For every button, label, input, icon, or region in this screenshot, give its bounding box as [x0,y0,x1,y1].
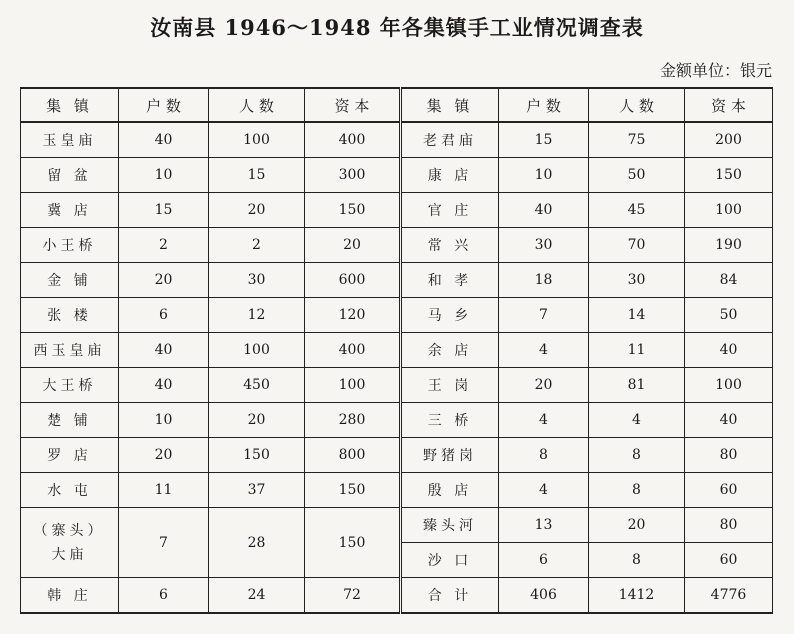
left-people-cell: 100 [209,333,305,368]
left-people-cell: 150 [209,438,305,473]
right-households-cell: 18 [499,263,589,298]
right-town-cell: 臻头河 [401,508,499,543]
left-town-cell: 张 楼 [21,298,119,333]
right-capital-cell: 100 [685,368,773,403]
right-households-cell: 406 [499,578,589,614]
right-capital-cell: 190 [685,228,773,263]
right-people-cell: 8 [589,543,685,578]
right-people-cell: 50 [589,158,685,193]
left-households-cell: 40 [119,122,209,158]
left-town-cell: 小王桥 [21,228,119,263]
right-town-cell: 官 庄 [401,193,499,228]
right-town-cell: 沙 口 [401,543,499,578]
left-capital-cell: 400 [305,122,401,158]
right-people-cell: 30 [589,263,685,298]
right-capital-cell: 80 [685,508,773,543]
right-people-cell: 8 [589,473,685,508]
left-town-line2: 大庙 [51,546,88,563]
left-people-cell: 450 [209,368,305,403]
right-town-cell: 和 孝 [401,263,499,298]
right-households-cell: 8 [499,438,589,473]
right-town-cell: 合 计 [401,578,499,614]
right-town-cell: 常 兴 [401,228,499,263]
left-households-cell: 20 [119,438,209,473]
left-town-cell [21,508,119,578]
header-town-left: 集 镇 [21,88,119,122]
right-town-cell: 余 店 [401,333,499,368]
right-people-cell: 1412 [589,578,685,614]
right-people-cell: 11 [589,333,685,368]
left-people-cell: 30 [209,263,305,298]
right-capital-cell: 4776 [685,578,773,614]
left-capital-cell: 120 [305,298,401,333]
right-town-cell: 野猪岗 [401,438,499,473]
left-town-cell: 水 屯 [21,473,119,508]
right-people-cell: 4 [589,403,685,438]
right-capital-cell: 40 [685,403,773,438]
table-row [21,193,773,228]
left-households-cell: 20 [119,263,209,298]
left-households-cell: 10 [119,158,209,193]
left-town-cell: 西玉皇庙 [21,333,119,368]
left-people-cell: 28 [209,508,305,578]
right-town-cell: 三 桥 [401,403,499,438]
left-households-cell: 6 [119,298,209,333]
right-households-cell: 13 [499,508,589,543]
left-town-cell: 玉皇庙 [21,122,119,158]
left-households-cell: 2 [119,228,209,263]
header-capital-left: 资 本 [305,88,401,122]
header-row [21,88,773,122]
left-capital-cell: 150 [305,193,401,228]
right-capital-cell: 80 [685,438,773,473]
left-town-cell: 韩 庄 [21,578,119,614]
table-row [21,473,773,508]
left-capital-cell: 400 [305,333,401,368]
table-row [21,368,773,403]
right-households-cell: 4 [499,333,589,368]
right-people-cell: 8 [589,438,685,473]
left-town-cell: 大王桥 [21,368,119,403]
right-town-cell: 王 岗 [401,368,499,403]
header-people-left: 人 数 [209,88,305,122]
table-row [21,578,773,614]
right-households-cell: 7 [499,298,589,333]
right-households-cell: 20 [499,368,589,403]
left-capital-cell: 100 [305,368,401,403]
right-capital-cell: 60 [685,473,773,508]
right-capital-cell: 200 [685,122,773,158]
right-capital-cell: 60 [685,543,773,578]
left-households-cell: 40 [119,368,209,403]
left-capital-cell: 150 [305,508,401,578]
right-town-cell: 康 店 [401,158,499,193]
table-row [21,122,773,158]
left-people-cell: 12 [209,298,305,333]
right-capital-cell: 84 [685,263,773,298]
left-households-cell: 7 [119,508,209,578]
right-people-cell: 14 [589,298,685,333]
header-town-right: 集 镇 [401,88,499,122]
left-capital-cell: 600 [305,263,401,298]
right-people-cell: 45 [589,193,685,228]
right-capital-cell: 100 [685,193,773,228]
right-households-cell: 30 [499,228,589,263]
left-households-cell: 6 [119,578,209,614]
right-people-cell: 75 [589,122,685,158]
header-people-right: 人 数 [589,88,685,122]
page-title: 汝南县 1946～1948 年各集镇手工业情况调查表 [150,15,644,40]
left-town-cell: 留 盆 [21,158,119,193]
table-row [21,228,773,263]
table-row [21,263,773,298]
table-row [21,508,773,543]
right-town-cell: 马 乡 [401,298,499,333]
left-households-cell: 15 [119,193,209,228]
left-town-cell: 金 铺 [21,263,119,298]
table-row [21,298,773,333]
left-households-cell: 10 [119,403,209,438]
table-row [21,333,773,368]
table-row [21,438,773,473]
table-row [21,158,773,193]
left-people-cell: 2 [209,228,305,263]
left-capital-cell: 72 [305,578,401,614]
left-capital-cell: 300 [305,158,401,193]
survey-table [20,87,773,614]
left-people-cell: 37 [209,473,305,508]
right-people-cell: 70 [589,228,685,263]
right-capital-cell: 50 [685,298,773,333]
left-people-cell: 20 [209,193,305,228]
right-capital-cell: 150 [685,158,773,193]
right-people-cell: 20 [589,508,685,543]
left-town-line1: （寨头） [33,522,106,539]
left-capital-cell: 20 [305,228,401,263]
right-households-cell: 10 [499,158,589,193]
table-row [21,403,773,438]
right-households-cell: 40 [499,193,589,228]
right-households-cell: 4 [499,403,589,438]
unit-note: 金额单位：银元 [659,61,772,80]
left-capital-cell: 280 [305,403,401,438]
right-capital-cell: 40 [685,333,773,368]
left-households-cell: 11 [119,473,209,508]
left-households-cell: 40 [119,333,209,368]
header-households-right: 户 数 [499,88,589,122]
left-people-cell: 24 [209,578,305,614]
left-capital-cell: 800 [305,438,401,473]
header-households-left: 户 数 [119,88,209,122]
right-households-cell: 15 [499,122,589,158]
left-town-cell: 罗 店 [21,438,119,473]
left-people-cell: 15 [209,158,305,193]
right-people-cell: 81 [589,368,685,403]
right-town-cell: 殷 店 [401,473,499,508]
header-capital-right: 资 本 [685,88,773,122]
left-capital-cell: 150 [305,473,401,508]
left-town-cell: 冀 店 [21,193,119,228]
left-people-cell: 20 [209,403,305,438]
left-people-cell: 100 [209,122,305,158]
right-households-cell: 6 [499,543,589,578]
right-households-cell: 4 [499,473,589,508]
right-town-cell: 老君庙 [401,122,499,158]
left-town-cell: 楚 铺 [21,403,119,438]
